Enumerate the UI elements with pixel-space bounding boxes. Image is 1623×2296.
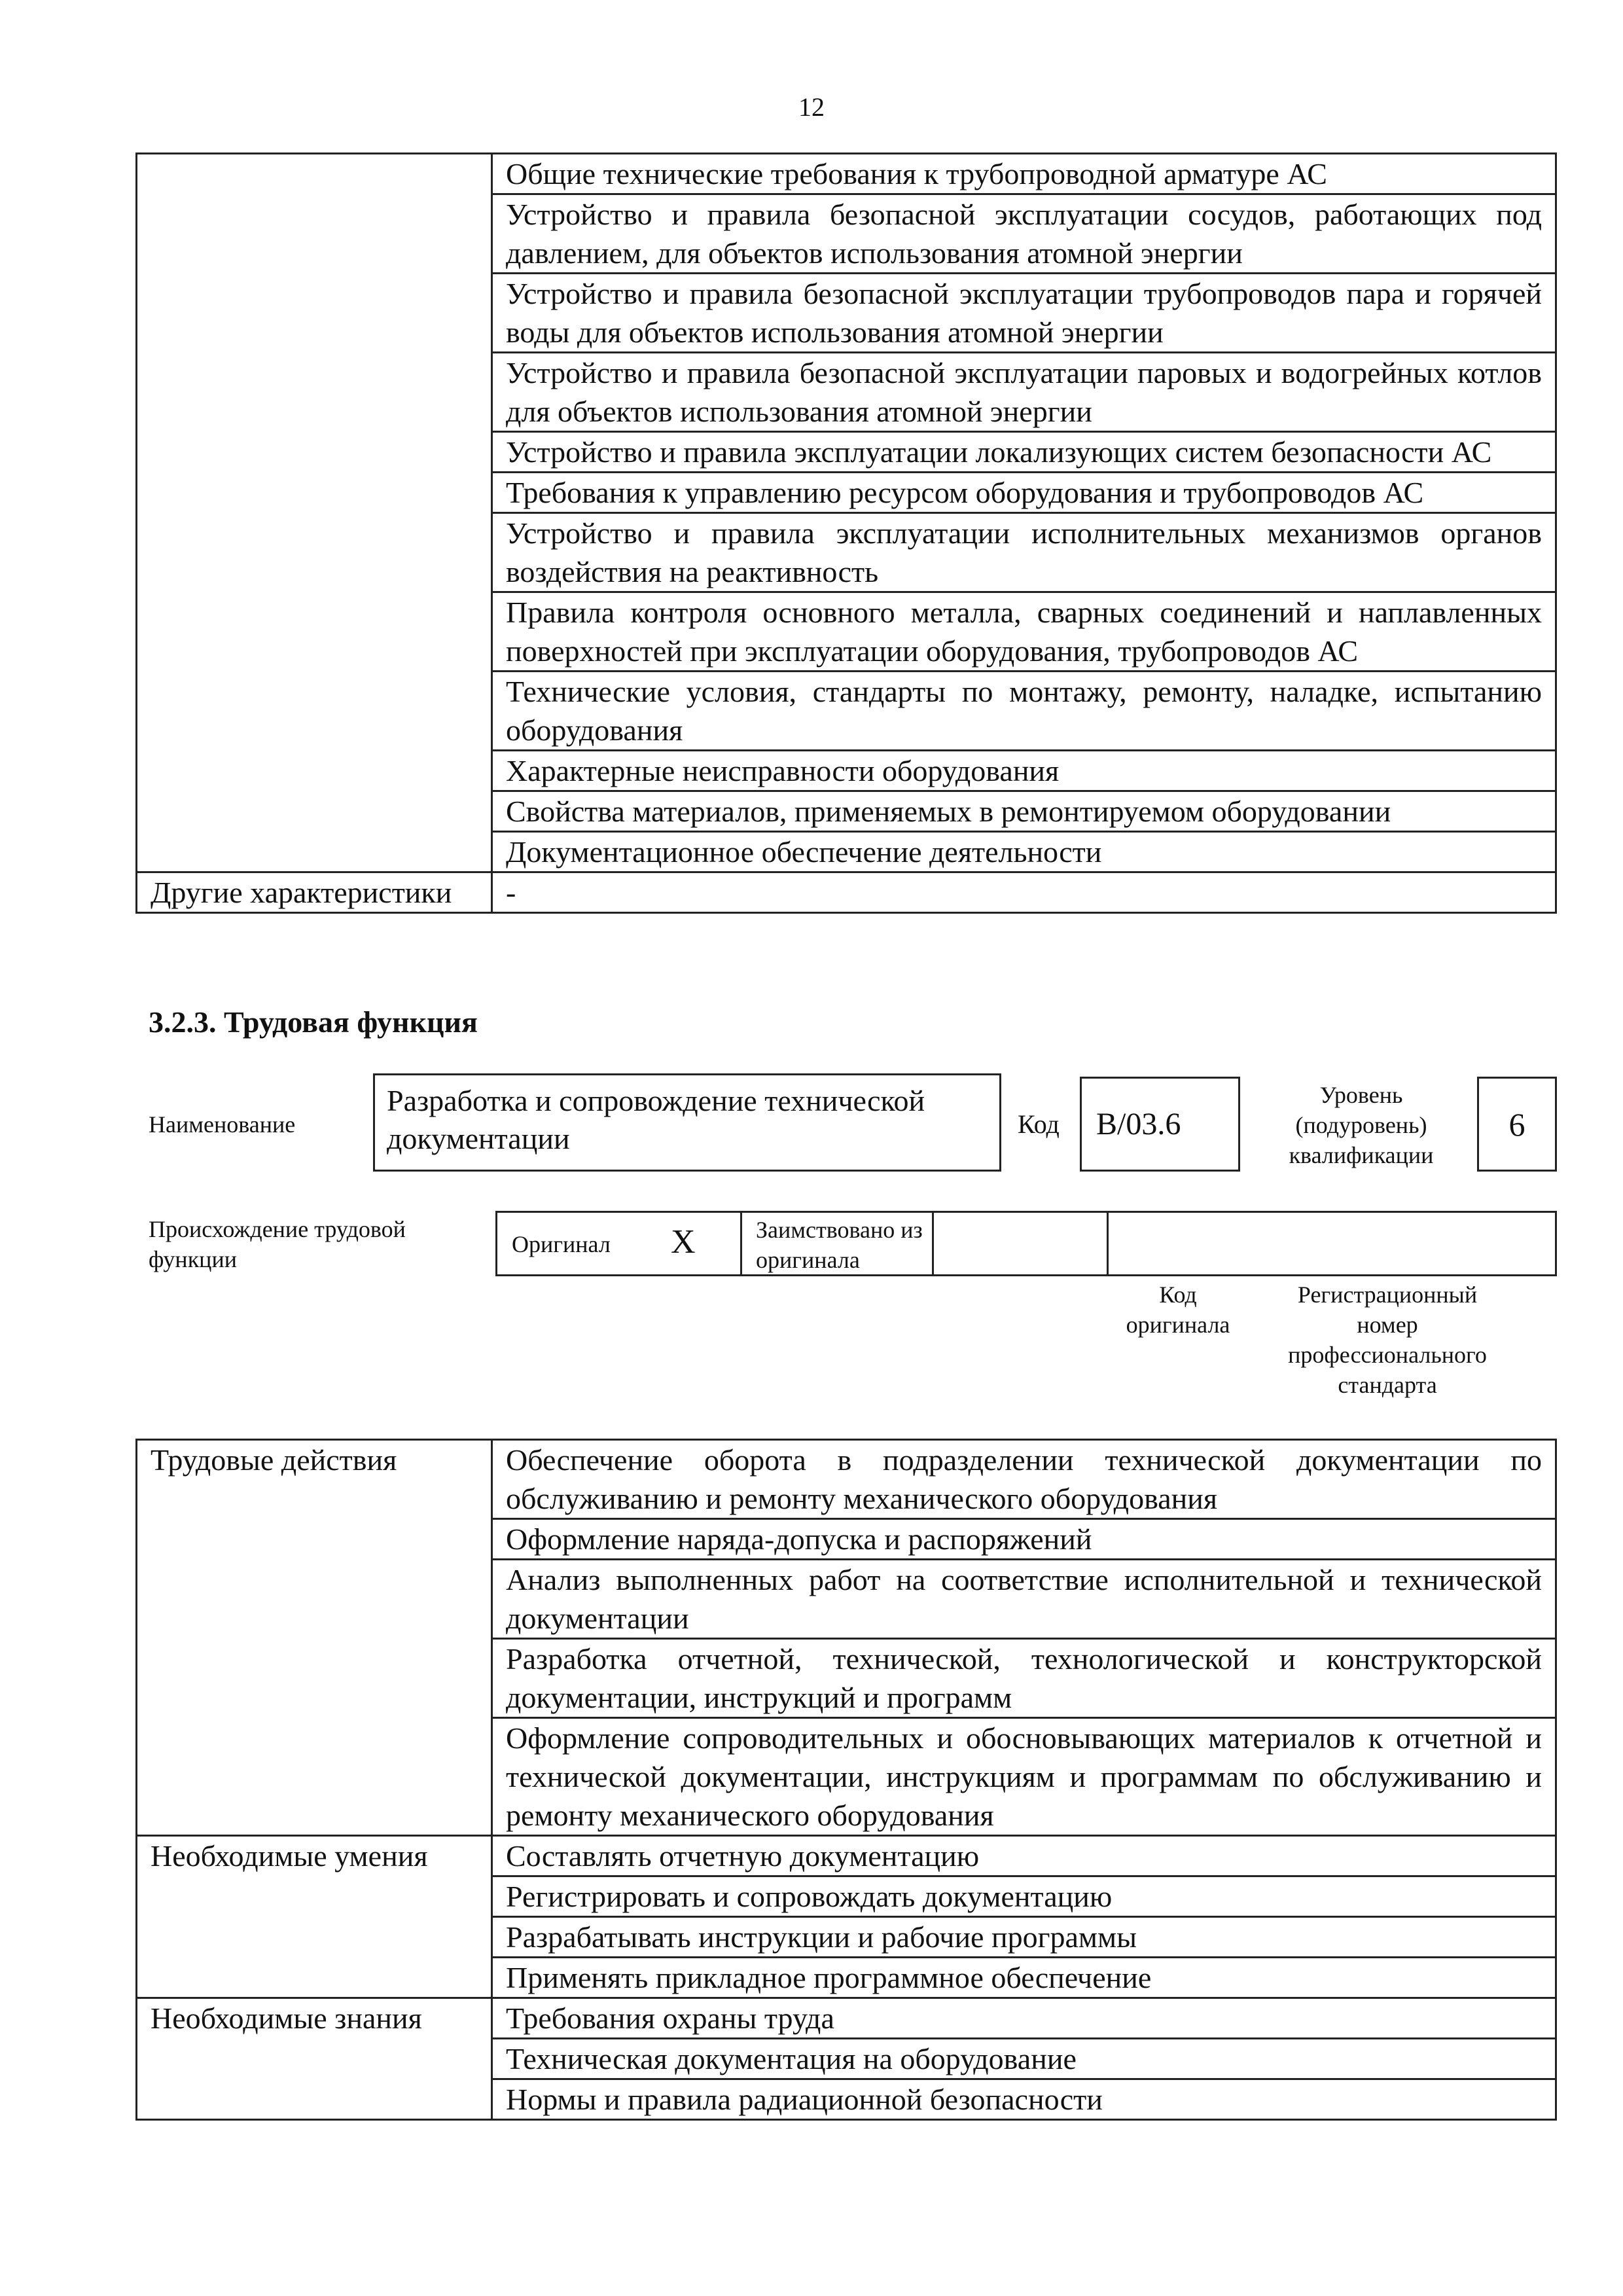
page-number: 12 <box>798 92 825 122</box>
table-row: Разрабатывать инструкции и рабочие программы <box>492 1917 1556 1958</box>
table-row: Свойства материалов, применяемых в ремонтируемом оборудовании <box>492 791 1556 832</box>
skills-label: Необходимые умения <box>137 1836 492 1998</box>
level-value-box: 6 <box>1477 1077 1557 1172</box>
table-row: Документационное обеспечение деятельности <box>492 832 1556 872</box>
labor-function-table <box>135 1439 1557 2121</box>
other-characteristics-value: - <box>492 872 1556 913</box>
table-row: Разработка отчетной, технической, технологической и конструкторской документации, инструкций и программ <box>492 1639 1556 1718</box>
table-row: Устройство и правила безопасной эксплуатации сосудов, работающих под давлением, для объектов использования атомной энергии <box>492 194 1556 274</box>
registration-number-cell <box>1107 1211 1557 1276</box>
table-row: Устройство и правила эксплуатации локализующих систем безопасности АС <box>492 432 1556 473</box>
table-row: Применять прикладное программное обеспечение <box>492 1958 1556 1998</box>
table-row: Обеспечение оборота в подразделении технической документации по обслуживанию и ремонту механического оборудования <box>492 1440 1556 1519</box>
level-label-line: квалификации <box>1289 1142 1434 1168</box>
original-label: Оригинал <box>512 1231 611 1257</box>
original-code-cell <box>932 1211 1109 1276</box>
table-row: Устройство и правила безопасной эксплуатации трубопроводов пара и горячей воды для объектов использования атомной энергии <box>492 274 1556 353</box>
caption-line: Код <box>1159 1282 1197 1308</box>
other-characteristics-label: Другие характеристики <box>137 872 492 913</box>
code-label: Код <box>1018 1109 1060 1139</box>
original-code-caption <box>1106 1280 1250 1340</box>
table-row: Общие технические требования к трубопроводной арматуре АС <box>492 154 1556 194</box>
caption-line: профессионального <box>1288 1342 1487 1368</box>
table-row: Составлять отчетную документацию <box>492 1836 1556 1876</box>
knowledge-continuation-table <box>135 152 1557 914</box>
empty-label-cell <box>137 154 492 872</box>
caption-line: стандарта <box>1338 1372 1437 1398</box>
knowledge-label: Необходимые знания <box>137 1998 492 2120</box>
origin-label-line: функции <box>149 1246 237 1272</box>
borrowed-label-line: Заимствовано из <box>756 1217 923 1243</box>
table-row: Техническая документация на оборудование <box>492 2039 1556 2079</box>
table-row: Технические условия, стандарты по монтажу, ремонту, наладке, испытанию оборудования <box>492 672 1556 751</box>
table-row: Требования охраны труда <box>492 1998 1556 2039</box>
table-row: Регистрировать и сопровождать документацию <box>492 1876 1556 1917</box>
borrowed-label <box>756 1215 923 1275</box>
section-title: 3.2.3. Трудовая функция <box>149 1005 478 1039</box>
original-mark: X <box>671 1223 696 1261</box>
origin-label-line: Происхождение трудовой <box>149 1216 406 1242</box>
table-row: Анализ выполненных работ на соответствие исполнительной и технической документации <box>492 1560 1556 1639</box>
table-row: Устройство и правила безопасной эксплуатации паровых и водогрейных котлов для объектов использования атомной энергии <box>492 353 1556 432</box>
table-row: Правила контроля основного металла, сварных соединений и наплавленных поверхностей при эксплуатации оборудования, трубопроводов АС <box>492 592 1556 672</box>
table-row: Оформление сопроводительных и обосновывающих материалов к отчетной и технической документации, инструкциям и программам по обслуживанию и ремонту механического оборудования <box>492 1718 1556 1836</box>
table-row: Характерные неисправности оборудования <box>492 751 1556 791</box>
caption-line: оригинала <box>1126 1312 1230 1338</box>
function-code-box: B/03.6 <box>1080 1077 1240 1172</box>
table-row: Нормы и правила радиационной безопасности <box>492 2079 1556 2120</box>
origin-label <box>149 1214 406 1274</box>
caption-line: Регистрационный <box>1297 1282 1478 1308</box>
borrowed-label-line: оригинала <box>756 1247 860 1273</box>
table-row: Устройство и правила эксплуатации исполнительных механизмов органов воздействия на реактивность <box>492 513 1556 592</box>
table-row: Требования к управлению ресурсом оборудования и трубопроводов АС <box>492 473 1556 513</box>
level-label-line: (подуровень) <box>1295 1112 1427 1138</box>
name-label: Наименование <box>149 1111 296 1138</box>
caption-line: номер <box>1357 1312 1418 1338</box>
registration-caption <box>1270 1280 1505 1400</box>
level-label-line: Уровень <box>1319 1082 1403 1108</box>
actions-label: Трудовые действия <box>137 1440 492 1836</box>
level-label <box>1263 1080 1459 1170</box>
function-name-box: Разработка и сопровождение технической документации <box>373 1073 1001 1172</box>
table-row: Оформление наряда-допуска и распоряжений <box>492 1519 1556 1560</box>
origin-row <box>495 1211 1557 1276</box>
